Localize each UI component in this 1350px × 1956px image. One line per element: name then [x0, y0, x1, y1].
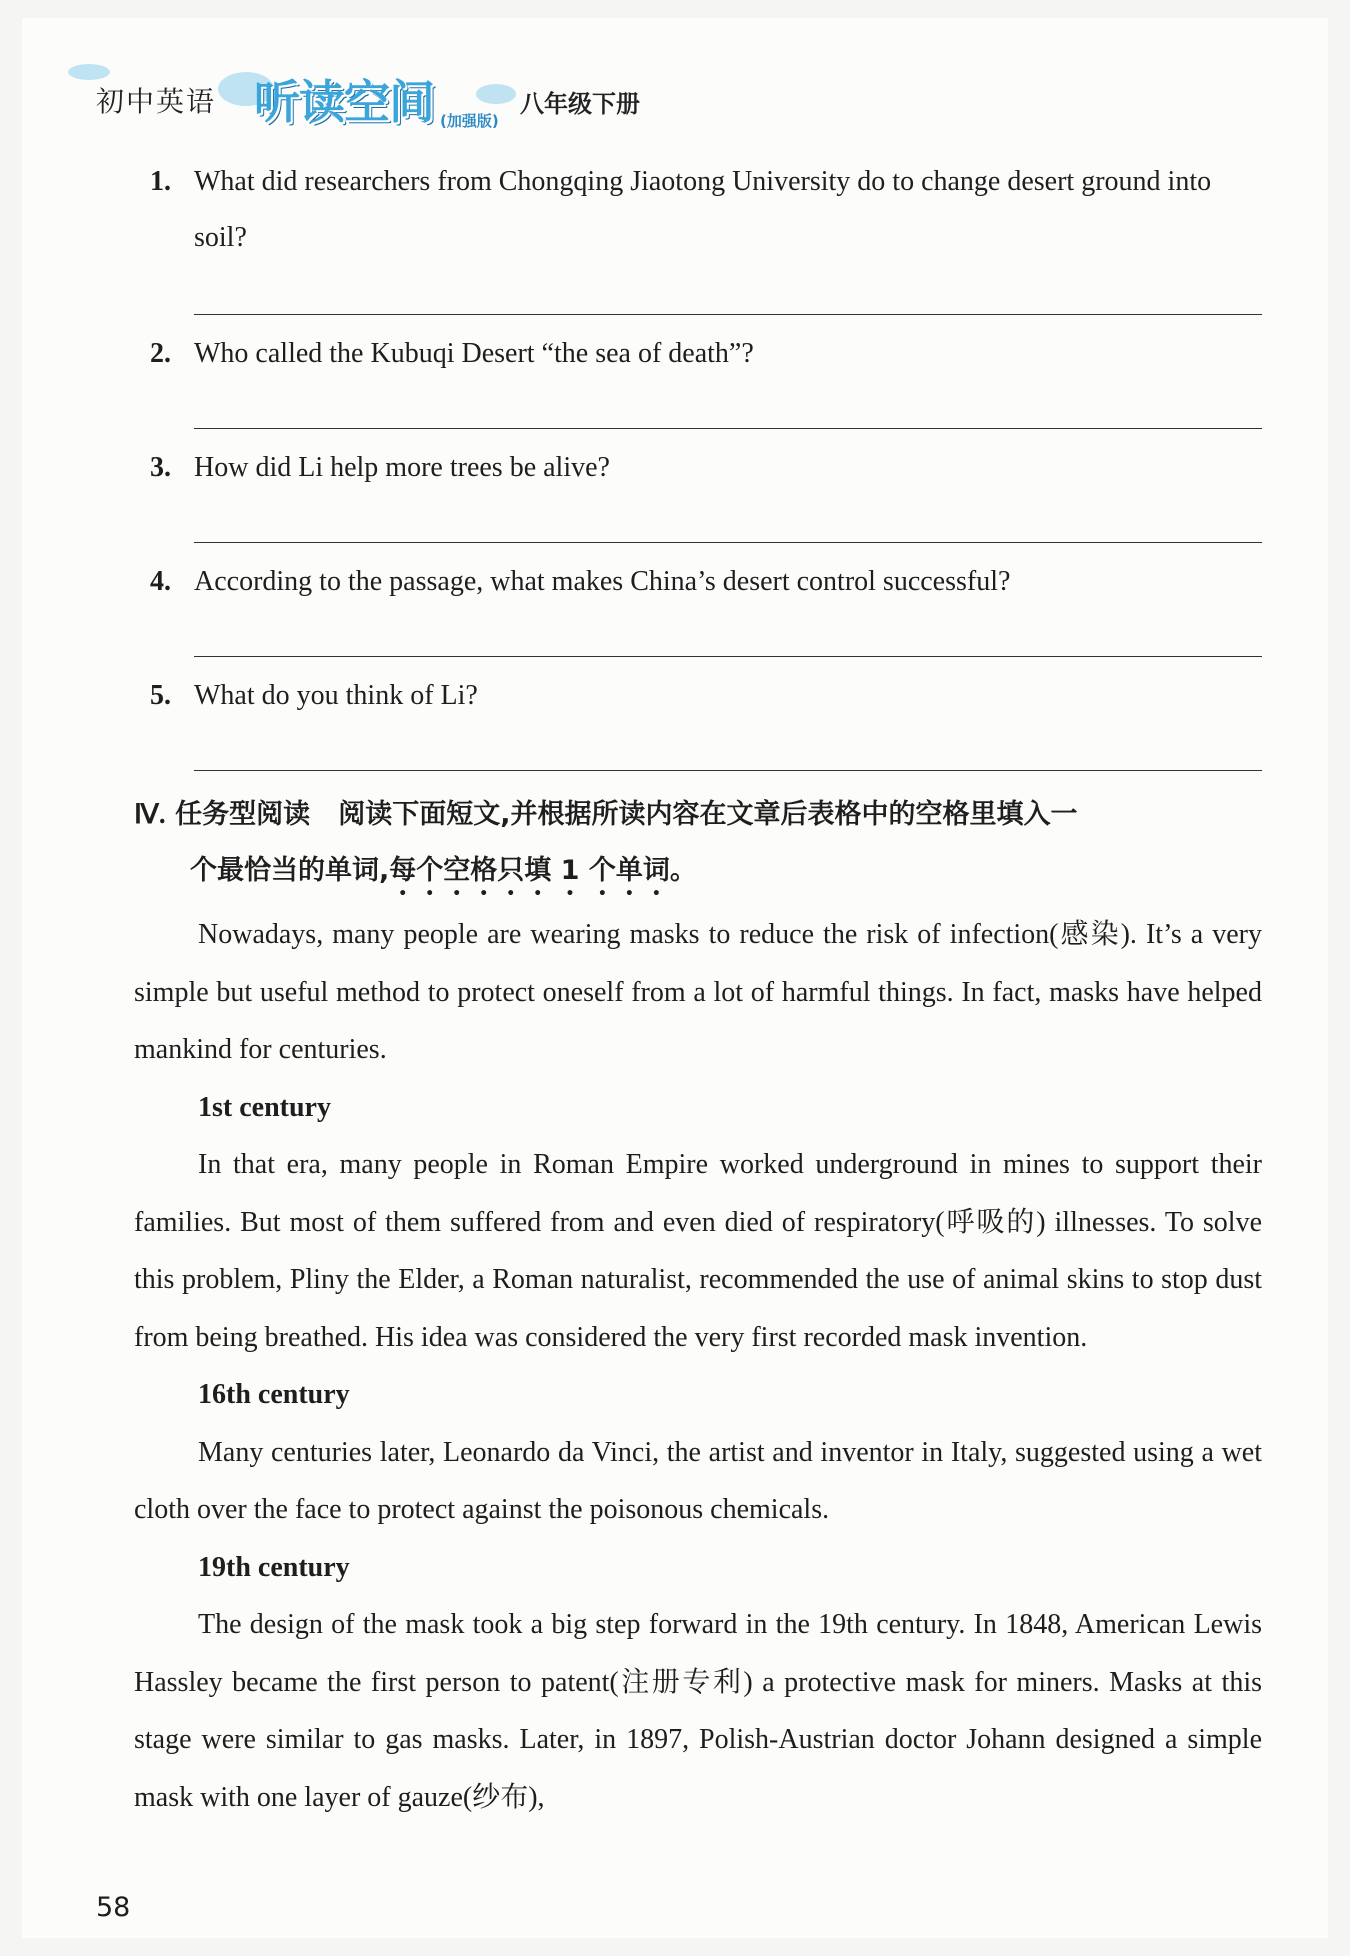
- brand-logo: 听读空间: [254, 75, 434, 129]
- question-number: 4.: [150, 566, 171, 597]
- question-number: 5.: [150, 680, 171, 711]
- question-number: 2.: [150, 338, 171, 369]
- answer-line[interactable]: [194, 428, 1262, 429]
- question-number: 1.: [150, 166, 171, 197]
- question-text: How did Li help more trees be alive?: [194, 452, 610, 483]
- answer-line[interactable]: [194, 656, 1262, 657]
- passage-paragraph: Nowadays, many people are wearing masks to reduce the risk of infection(感染). It’s a very simple but useful method to protect oneself from a lot of harmful things. In fact, masks have helped mankind for centuries.: [134, 919, 1262, 1065]
- question-text: According to the passage, what makes China’s desert control successful?: [194, 566, 1011, 597]
- section-instruction-b: 个最恰当的单词,: [190, 855, 390, 886]
- question-item: [150, 154, 1262, 266]
- section-title: 任务型阅读: [175, 799, 311, 830]
- question-item: [150, 554, 1262, 610]
- question-text: What did researchers from Chongqing Jiaotong University do to change desert ground into soil?: [194, 166, 1212, 253]
- passage-subheading: 1st century: [198, 1091, 331, 1123]
- section-instruction-continued: [134, 843, 1264, 902]
- reading-passage: [134, 906, 1262, 1826]
- passage-subheading: 16th century: [198, 1379, 350, 1410]
- question-item: [150, 440, 1262, 496]
- passage-paragraph: The design of the mask took a big step forward in the 19th century. In 1848, American Lewis Hassley became the first person to patent(注册专利) a protective mask for miners. Masks at this stage were similar to gas masks. Later, in 1897, Polish-Austrian doctor Johann designed a simple mask with one layer of gauze(纱布),: [134, 1609, 1262, 1813]
- question-item: [150, 668, 1262, 724]
- grade-label: 八年级下册: [520, 90, 640, 118]
- emphasized-instruction: 每个空格只填 1 个单词: [389, 855, 670, 886]
- question-text: Who called the Kubuqi Desert “the sea of death”?: [194, 338, 754, 369]
- answer-line[interactable]: [194, 542, 1262, 543]
- passage-subheading: 19th century: [198, 1551, 350, 1583]
- edition-label: (加强版): [440, 112, 499, 130]
- question-item: [150, 326, 1262, 382]
- question-text: What do you think of Li?: [194, 680, 478, 711]
- page-header: [68, 64, 688, 134]
- section-number: Ⅳ.: [134, 799, 166, 829]
- page-number: 58: [96, 1892, 131, 1923]
- answer-line[interactable]: [194, 770, 1262, 771]
- answer-line[interactable]: [194, 314, 1262, 315]
- section-instruction: 阅读下面短文,并根据所读内容在文章后表格中的空格里填入一: [338, 799, 1078, 830]
- cloud-decoration: [476, 84, 516, 104]
- section-instruction-end: 。: [669, 855, 697, 886]
- passage-paragraph: Many centuries later, Leonardo da Vinci, the artist and inventor in Italy, suggested using a wet cloth over the face to protect against the poisonous chemicals.: [134, 1436, 1262, 1525]
- course-name: 初中英语: [96, 85, 217, 118]
- section-heading: [134, 786, 1264, 902]
- question-number: 3.: [150, 452, 171, 483]
- passage-paragraph: In that era, many people in Roman Empire worked underground in mines to support their families. But most of them suffered from and even died of respiratory(呼吸的) illnesses. To solve this problem, Pliny the Elder, a Roman naturalist, recommended the use of animal skins to stop dust from being breathed. His idea was considered the very first recorded mask invention.: [134, 1149, 1262, 1353]
- cloud-decoration: [68, 64, 110, 80]
